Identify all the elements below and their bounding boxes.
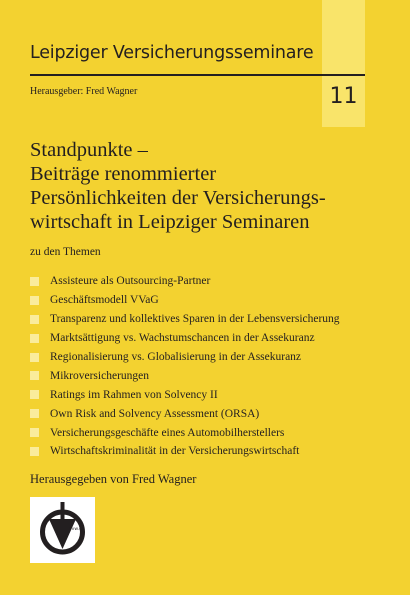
topics-intro: zu den Themen — [30, 246, 101, 258]
topic-label: Geschäftsmodell VVaG — [50, 294, 159, 307]
series-title: Leipziger Versicherungsseminare — [30, 43, 314, 63]
title-line: Standpunkte – — [30, 139, 148, 161]
topic-item — [30, 442, 340, 461]
topic-item — [30, 329, 340, 348]
topic-item — [30, 291, 340, 310]
title-line: Persönlichkeiten der Versicherungs- — [30, 187, 326, 209]
topic-label: Own Risk and Solvency Assessment (ORSA) — [50, 407, 260, 420]
square-bullet-icon — [30, 334, 39, 343]
topic-label: Wirtschaftskriminalität in der Versicherungswirtschaft — [50, 445, 300, 458]
square-bullet-icon — [30, 428, 39, 437]
topic-item — [30, 366, 340, 385]
book-title — [30, 138, 405, 234]
topic-item — [30, 272, 340, 291]
series-divider — [30, 74, 365, 76]
title-line: wirtschaft in Leipziger Seminaren — [30, 211, 310, 233]
topic-label: Versicherungsgeschäfte eines Automobilherstellers — [50, 426, 285, 439]
logo-text: vvw.de — [69, 527, 85, 532]
square-bullet-icon — [30, 371, 39, 380]
topic-label: Mikroversicherungen — [50, 369, 149, 382]
square-bullet-icon — [30, 390, 39, 399]
topic-item — [30, 310, 340, 329]
topic-label: Ratings im Rahmen von Solvency II — [50, 388, 218, 401]
vvw-logo-icon — [30, 497, 95, 563]
volume-number: 11 — [329, 84, 358, 109]
topic-label: Marktsättigung vs. Wachstumschancen in der Assekuranz — [50, 332, 315, 345]
square-bullet-icon — [30, 353, 39, 362]
topic-label: Transparenz und kollektives Sparen in der Lebensversicherung — [50, 313, 340, 326]
editor-credit: Herausgegeben von Fred Wagner — [30, 472, 197, 486]
square-bullet-icon — [30, 409, 39, 418]
topic-label: Regionalisierung vs. Globalisierung in der Assekuranz — [50, 351, 302, 363]
topic-list — [30, 272, 340, 461]
title-line: Beiträge renommierter — [30, 163, 217, 185]
publisher-logo — [30, 497, 95, 563]
topic-item — [30, 348, 340, 367]
square-bullet-icon — [30, 315, 39, 324]
series-editor: Herausgeber: Fred Wagner — [30, 86, 138, 97]
topic-item — [30, 404, 340, 423]
square-bullet-icon — [30, 296, 39, 305]
topic-item — [30, 385, 340, 404]
topic-label: Assisteure als Outsourcing-Partner — [50, 275, 211, 288]
square-bullet-icon — [30, 447, 39, 456]
topic-item — [30, 423, 340, 442]
square-bullet-icon — [30, 277, 39, 286]
